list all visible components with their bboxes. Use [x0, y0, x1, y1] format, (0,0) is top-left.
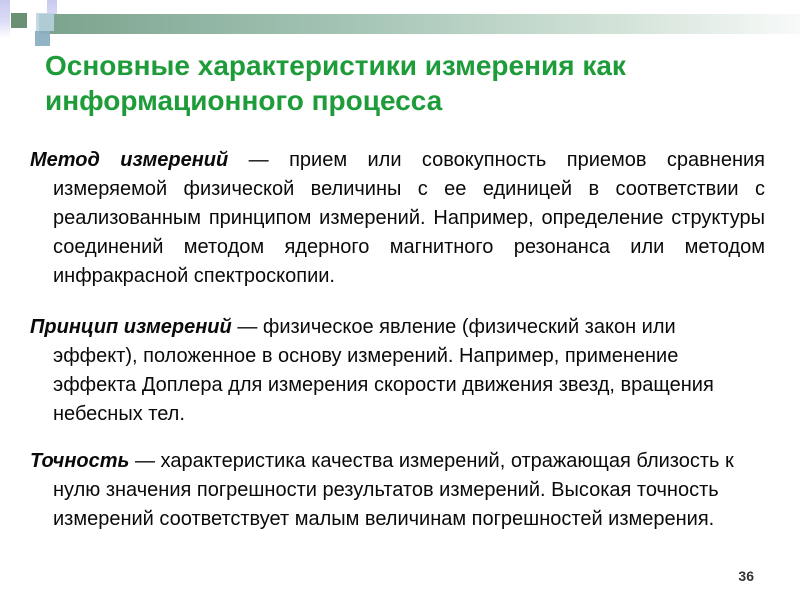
- term-method-definition: прием или совокупность приемов сравнения измеряемой физической величины с ее единицей в соответствии с реализованным принципом измерений. Например, определение структуры соединений методом ядерного магнитного резонанса или методом инфракрасной спектроскопии.: [53, 149, 766, 287]
- term-principle-definition: физическое явление (физический закон или эффект), положенное в основу измерений. Например, применение эффекта Доплера для измерения скорости движения звезд, вращения небесных тел.: [53, 316, 714, 425]
- paragraph-measurement-principle: [30, 313, 765, 429]
- slide-title: Основные характеристики измерения как информационного процесса: [45, 50, 626, 116]
- term-principle-lead: Принцип измерений: [30, 316, 232, 338]
- paragraph-measurement-method: [30, 146, 766, 291]
- em-dash: —: [248, 149, 269, 171]
- decoration-green-square: [11, 13, 27, 28]
- page-number: 36: [738, 568, 754, 584]
- em-dash: —: [134, 450, 155, 472]
- paragraph-accuracy: [30, 447, 765, 534]
- decoration-lavender-bar-left: [0, 0, 10, 38]
- decoration-teal-square: [35, 31, 50, 46]
- em-dash: —: [237, 316, 258, 338]
- term-method-lead: Метод измерений: [30, 149, 229, 171]
- decoration-blue-square: [36, 13, 54, 31]
- decoration-header-bar: [39, 14, 800, 34]
- term-accuracy-definition: характеристика качества измерений, отражающая близость к нулю значения погрешности результатов измерений. Высокая точность измерений соответствует малым величинам погрешностей измерения.: [53, 450, 734, 530]
- term-accuracy-lead: Точность: [30, 450, 130, 472]
